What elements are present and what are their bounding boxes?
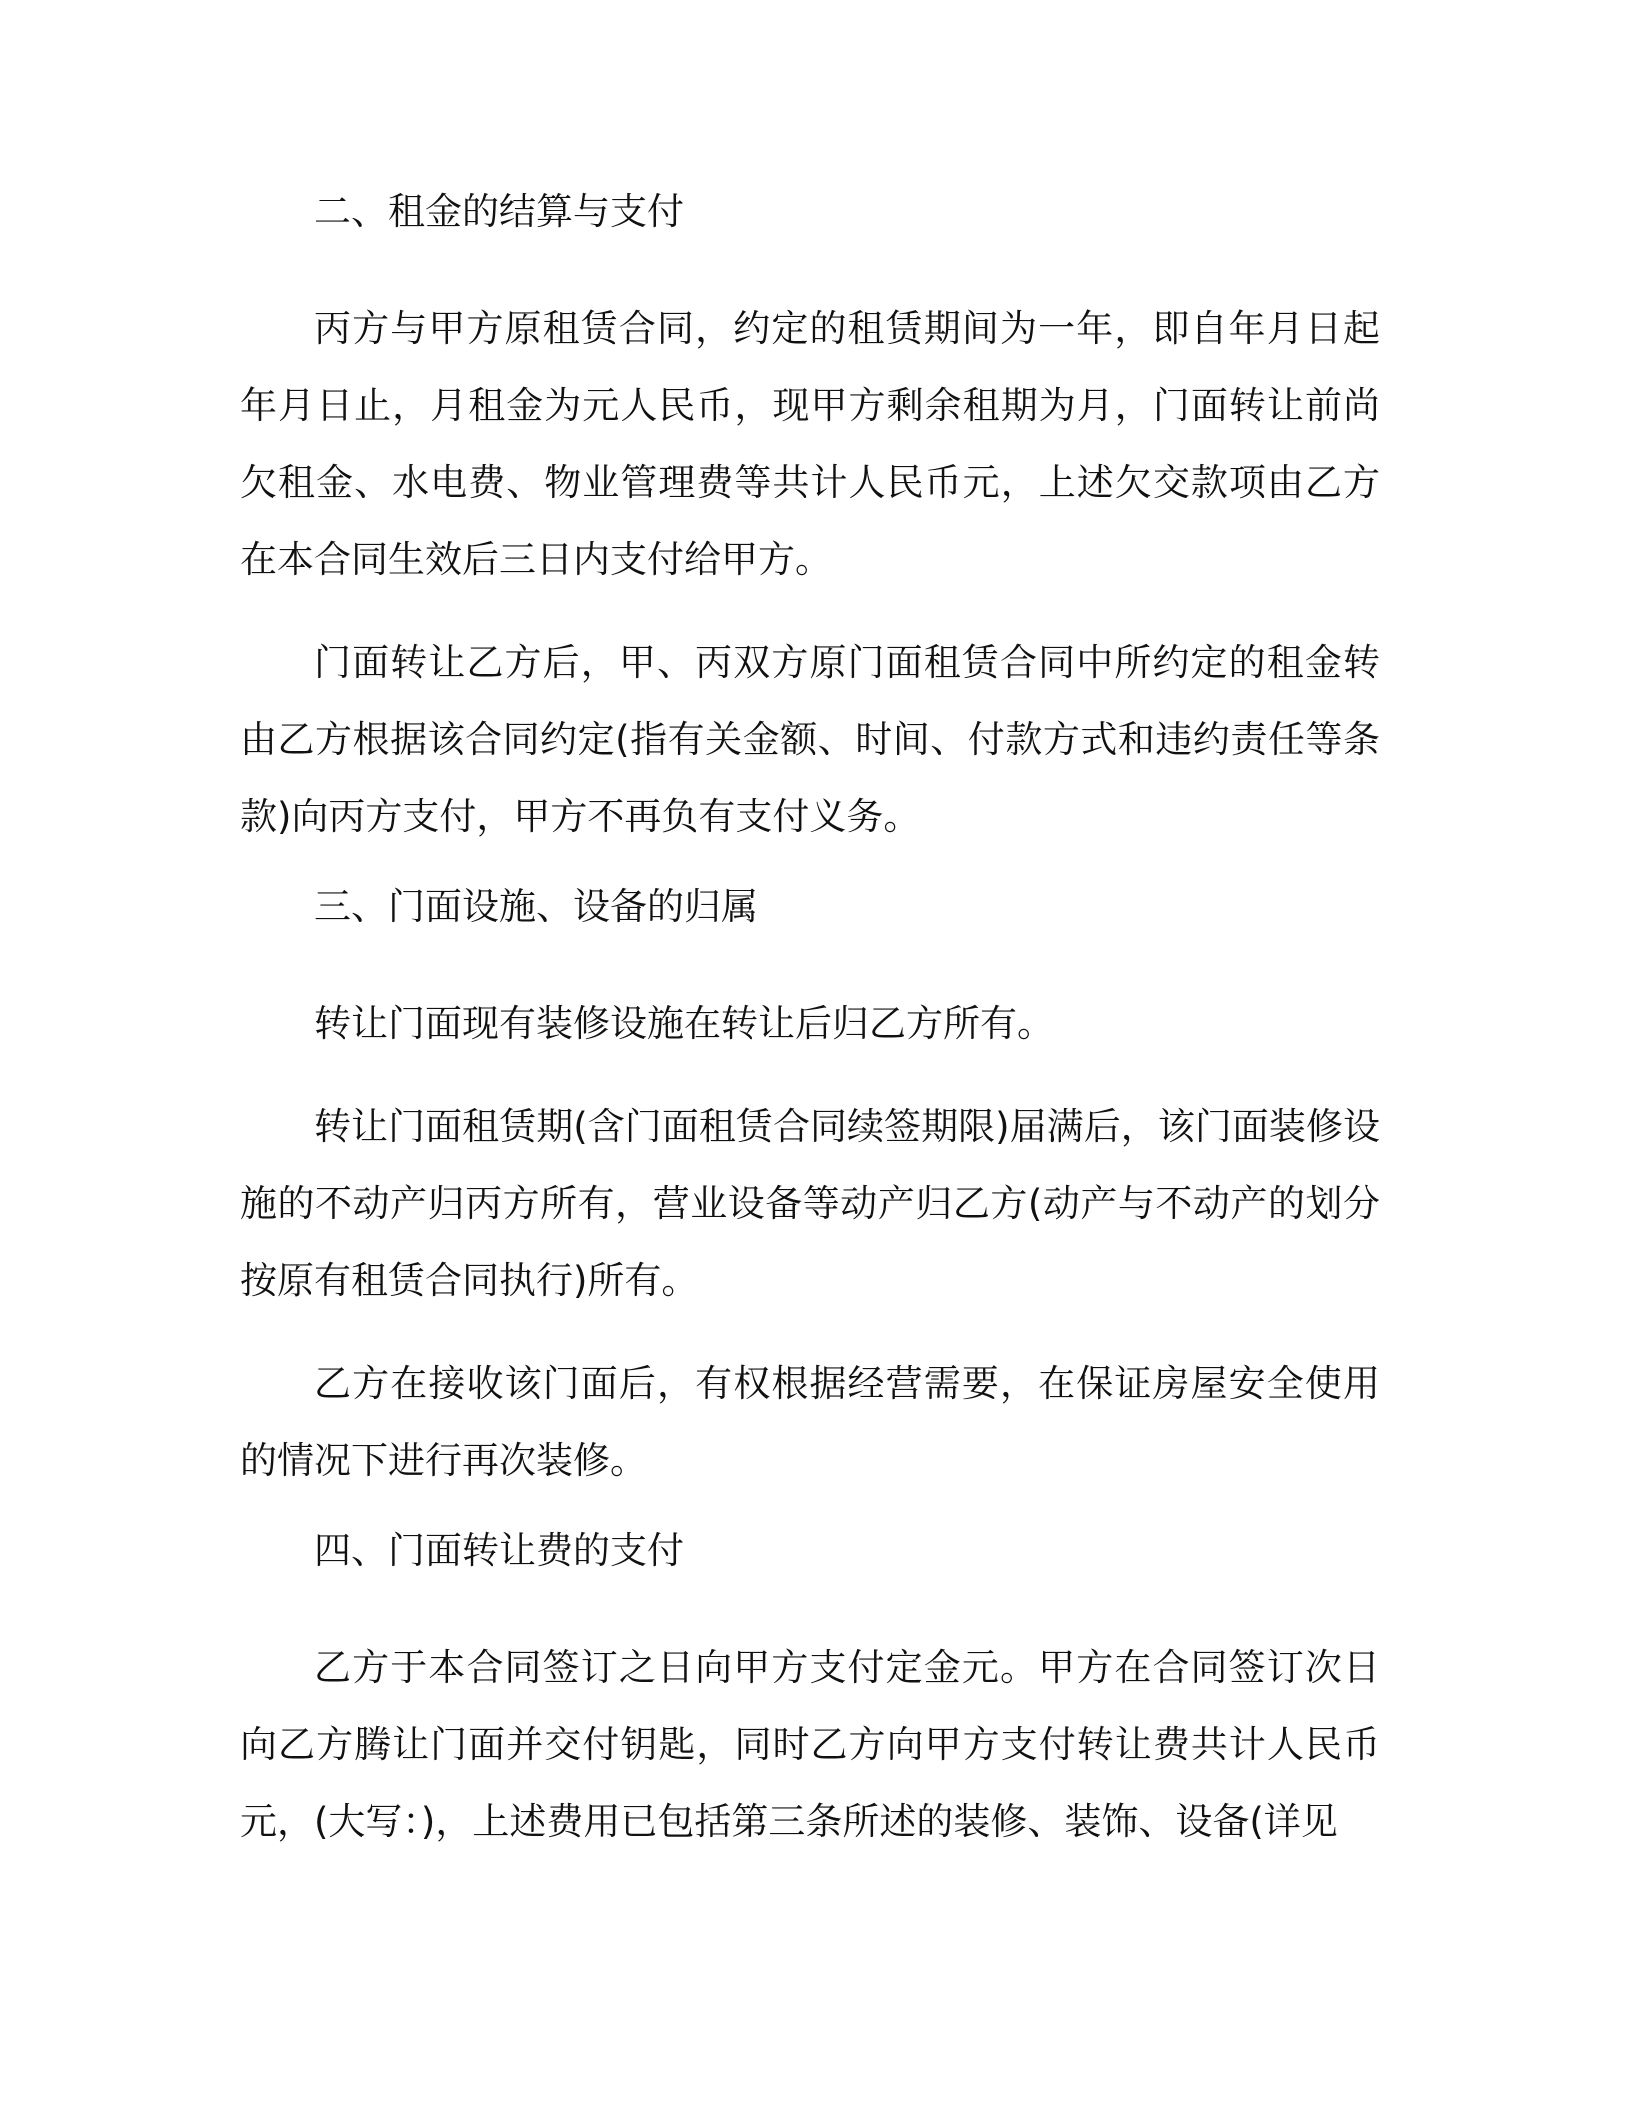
section-3-paragraph-3: 乙方在接收该门面后，有权根据经营需要，在保证房屋安全使用的情况下进行再次装修。 [240, 1362, 1380, 1482]
section-2-paragraph-2: 门面转让乙方后，甲、丙双方原门面租赁合同中所约定的租金转由乙方根据该合同约定(指有关金额、时间、付款方式和违约责任等条款)向丙方支付，甲方不再负有支付义务。 [240, 641, 1380, 838]
section-4-heading: 四、门面转让费的支付 [314, 1529, 684, 1572]
section-4-paragraph-1: 乙方于本合同签订之日向甲方支付定金元。甲方在合同签订次日向乙方腾让门面并交付钥匙，同时乙方向甲方支付转让费共计人民币元，(大写：)，上述费用已包括第三条所述的装修、装饰、设备(详见 [240, 1646, 1380, 1843]
section-3-paragraph-2: 转让门面租赁期(含门面租赁合同续签期限)届满后，该门面装修设施的不动产归丙方所有，营业设备等动产归乙方(动产与不动产的划分按原有租赁合同执行)所有。 [240, 1105, 1380, 1302]
section-2-heading: 二、租金的结算与支付 [314, 190, 684, 233]
section-3-paragraph-1: 转让门面现有装修设施在转让后归乙方所有。 [314, 1002, 1054, 1045]
document-body [240, 186, 1380, 1860]
section-3-heading: 三、门面设施、设备的归属 [314, 885, 758, 928]
section-2-paragraph-1: 丙方与甲方原租赁合同，约定的租赁期间为一年，即自年月日起年月日止，月租金为元人民币，现甲方剩余租期为月，门面转让前尚欠租金、水电费、物业管理费等共计人民币元，上述欠交款项由乙方在本合同生效后三日内支付给甲方。 [240, 307, 1380, 581]
